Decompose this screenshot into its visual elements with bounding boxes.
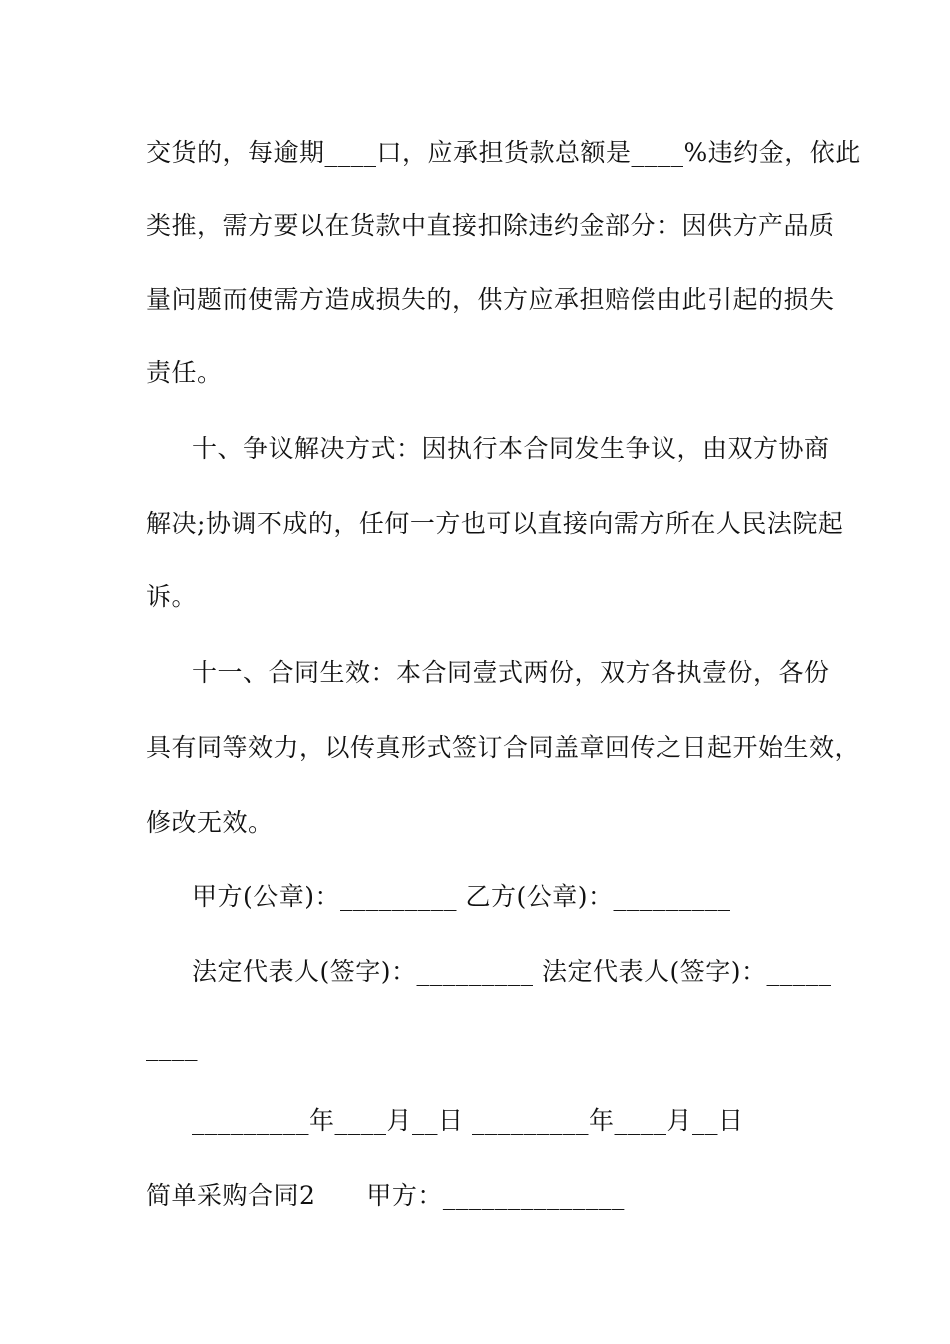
paragraph-9-line-3: 量问题而使需方造成损失的，供方应承担赔偿由此引起的损失	[146, 285, 835, 314]
paragraph-9-line-4: 责任。	[146, 358, 223, 387]
paragraph-9-line-2: 类推，需方要以在货款中直接扣除违约金部分：因供方产品质	[146, 211, 835, 240]
clause-11-line-1: 十一、合同生效：本合同壹式两份，双方各执壹份，各份	[192, 658, 830, 687]
clause-11-line-3: 修改无效。	[146, 808, 274, 837]
seal-line: 甲方(公章)：_________ 乙方(公章)：_________	[192, 882, 731, 911]
clause-11-line-2: 具有同等效力，以传真形式签订合同盖章回传之日起开始生效，	[146, 733, 861, 762]
clause-10-line-3: 诉。	[146, 582, 198, 611]
next-contract-heading: 简单采购合同2 甲方：______________	[146, 1181, 625, 1210]
clause-10-line-1: 十、争议解决方式：因执行本合同发生争议，由双方协商	[192, 434, 830, 463]
date-line: _________年____月__日 _________年____月__日	[192, 1106, 744, 1135]
representative-line-cont: ____	[146, 1032, 198, 1061]
representative-line: 法定代表人(签字)：_________ 法定代表人(签字)：_____	[192, 957, 832, 986]
clause-10-line-2: 解决;协调不成的，任何一方也可以直接向需方所在人民法院起	[146, 509, 844, 538]
paragraph-9-line-1: 交货的，每逾期____口，应承担货款总额是____%违约金，依此	[146, 138, 861, 167]
